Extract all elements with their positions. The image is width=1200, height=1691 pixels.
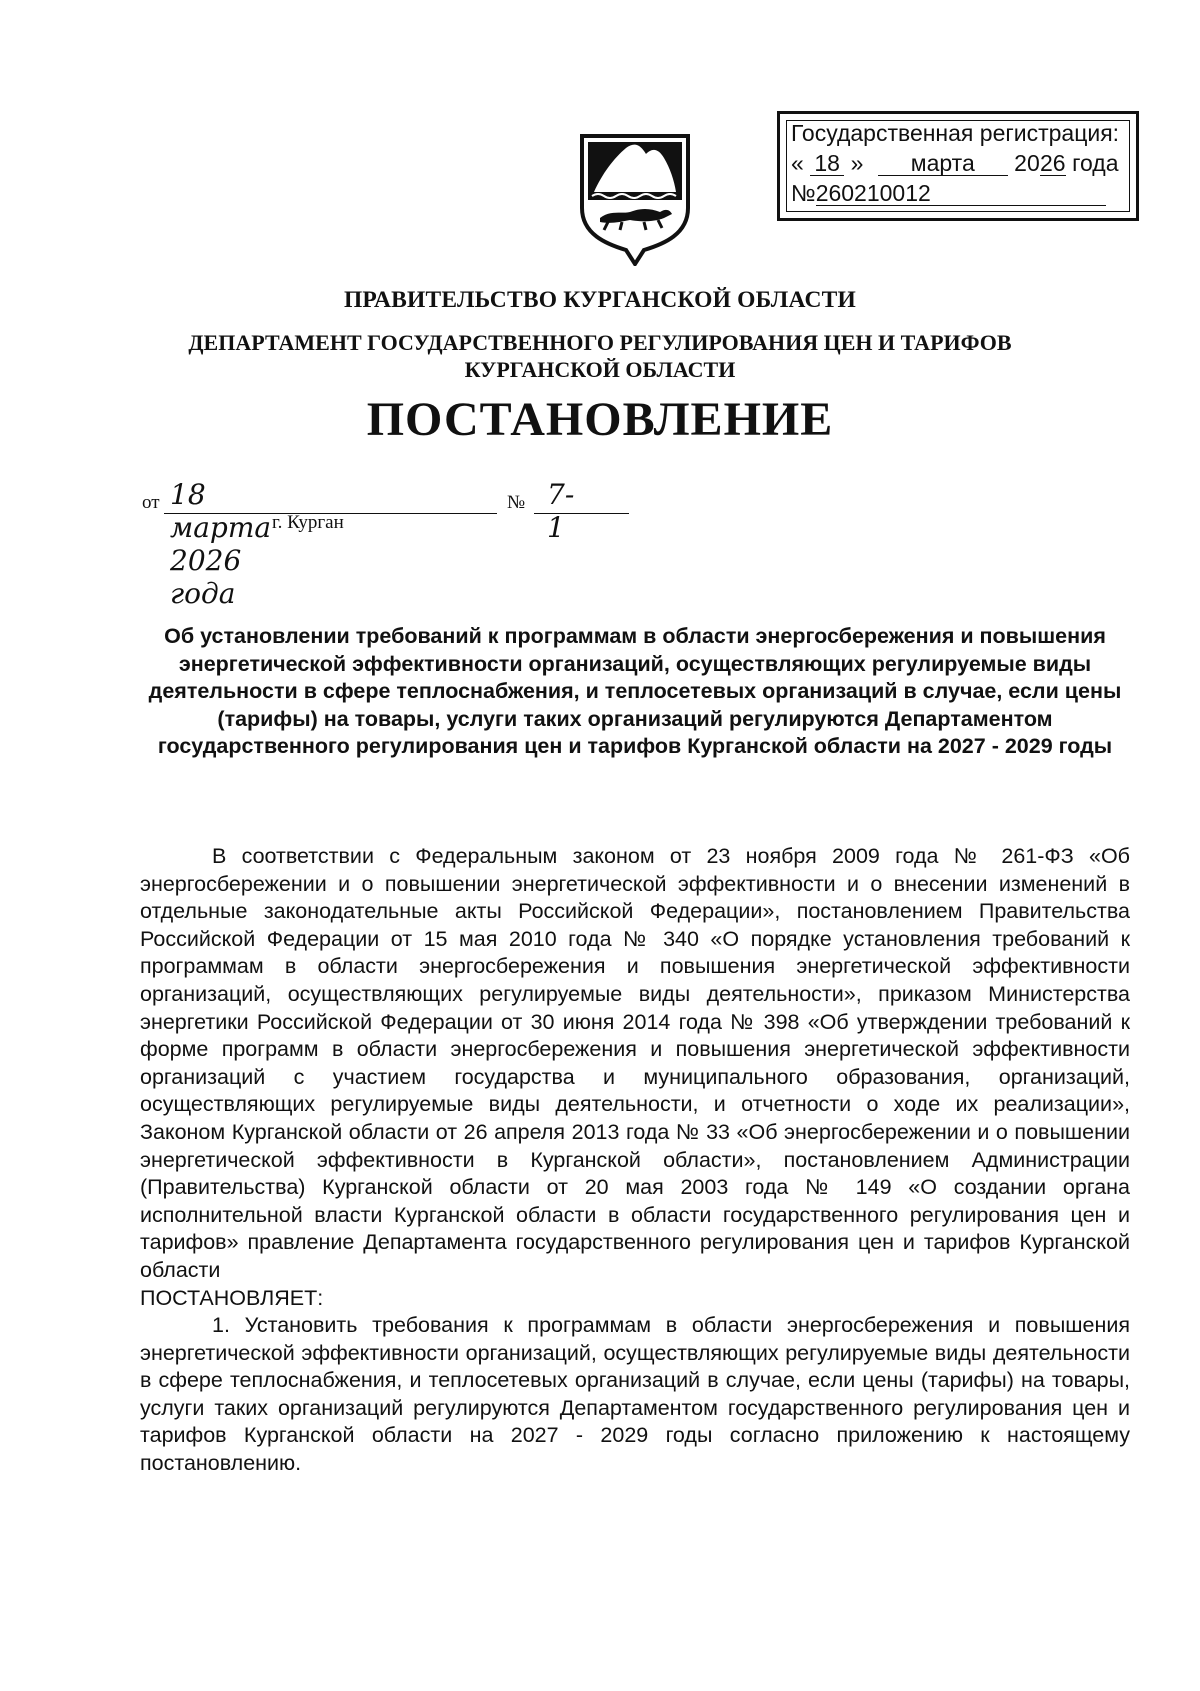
registration-day: 18 [810,151,844,176]
document-page: Государственная регистрация: « 18 » марта 2026 года №260210012 ПРАВИТЕЛЬСТВО КУРГАНСКОЙ ОБЛАСТИ ДЕПАРТАМЕНТ ГОСУДАРСТВЕННОГО РЕГУЛИРОВАНИЯ ЦЕН И ТАРИФОВ КУРГАНСКОЙ ОБЛАСТИ ПОСТАНОВЛЕНИЕ от 18 марта 2026 года № 7-1 г. Курган Об установлении требований к программам в области энергосбережения и повышения энергетической эффективности организаций, осуществляющих регулируемые виды деятельности в сфере теплоснабжения, и теплосетевых организаций в случае, если цены (тарифы) на товары, услуги таких организаций регулируются Департаментом государственного регулирования цен и тарифов Курганской области на 2027 - 2029 годы В соответствии с Федеральным законом от 23 ноября 2009 года № 261-ФЗ «Об энергосбережении и о повышении энергетической эффективности и о внесении изменений в отдельные законодательные акты Российской Федерации», постановлением Правительства Российской Федерации от 15 мая 2010 года № 340 «О порядке установления требований к программам в области энергосбережения и повышения энергетической эффективности организаций, осуществляющих регулируемые виды деятельности», приказом Министерства энергетики Российской Федерации от 30 июня 2014 года № 398 «Об утверждении требований к форме программ в области энергосбережения и повышения энергетической эффективности организаций с участием государства и муниципального образования, организаций, осуществляющих регулируемые виды деятельности, и отчетности о ходе их реализации», Законом Курганской области от 26 апреля 2013 года № 33 «Об энергосбережении и о повышении энергетической эффективности в Курганской области», постановлением Администрации (Правительства) Курганской области от 20 мая 2003 года № 149 «О создании органа исполнительной власти Курганской области в области государственного регулирования цен и тарифов» правление Департамента государственного регулирования цен и тарифов Курганской области ПОСТАНОВЛЯЕТ: 1. Установить требования к программам в области энергосбережения и повышения энергетической эффективности организаций, осуществляющих регулируемые виды деятельности в сфере теплоснабжения, и теплосетевых организаций в случае, если цены (тарифы) на товары, услуги таких организаций регулируются Департаментом государственного регулирования цен и тарифов Курганской области на 2027 - 2029 годы согласно приложению к настоящему постановлению. [0,0,1200,1691]
handwritten-number: 7-1 [547,478,575,544]
registration-title: Государственная регистрация: [791,120,1120,146]
registration-number-row: №260210012 [791,178,1126,208]
decree-body [140,843,1130,1478]
registration-stamp [777,111,1139,221]
item-1-paragraph: 1. Установить требования к программам в области энергосбережения и повышения энергетической эффективности организаций, осуществляющих регулируемые виды деятельности в сфере теплоснабжения, и теплосетевых организаций в случае, если цены (тарифы) на товары, услуги таких организаций регулируются Департаментом государственного регулирования цен и тарифов Курганской области на 2027 - 2029 годы согласно приложению к настоящему постановлению. [140,1313,1130,1476]
decree-title: Об установлении требований к программам в области энергосбережения и повышения энергетической эффективности организаций, осуществляющих регулируемые виды деятельности в сфере теплоснабжения, и теплосетевых организаций в случае, если цены (тарифы) на товары, услуги таких организаций регулируются Департаментом государственного регулирования цен и тарифов Курганской области на 2027 - 2029 годы [148,624,1122,758]
registration-number: 260210012 [816,181,1106,206]
kurgan-oblast-coat-of-arms-icon [578,130,692,266]
department-name: ДЕПАРТАМЕНТ ГОСУДАРСТВЕННОГО РЕГУЛИРОВАНИЯ ЦЕН И ТАРИФОВ КУРГАНСКОЙ ОБЛАСТИ [188,330,1012,382]
registration-year: 26 [1039,150,1066,176]
resolves-keyword: ПОСТАНОВЛЯЕТ: [140,1285,324,1310]
registration-date: « 18 » марта 2026 года [791,150,1119,176]
government-name: ПРАВИТЕЛЬСТВО КУРГАНСКОЙ ОБЛАСТИ [343,287,857,313]
city-name: г. Курган [272,512,344,533]
registration-month: марта [878,151,1008,176]
handwritten-date: 18 марта 2026 года [170,478,272,610]
preamble-paragraph: В соответствии с Федеральным законом от 23 ноября 2009 года № 261-ФЗ «Об энергосбережении и о повышении энергетической эффективности и о внесении изменений в отдельные законодательные акты Российской Федерации», постановлением Правительства Российской Федерации от 15 мая 2010 года № 340 «О порядке установления требований к программам в области энергосбережения и повышения энергетической эффективности организаций, осуществляющих регулируемые виды деятельности», приказом Министерства энергетики Российской Федерации от 30 июня 2014 года № 398 «Об утверждении требований к форме программ в области энергосбережения и повышения энергетической эффективности организаций с участием государства и муниципального образования, организаций, осуществляющих регулируемые виды деятельности, и отчетности о ходе их реализации», Законом Курганской области от 26 апреля 2013 года № 33 «Об энергосбережении и о повышении энергетической эффективности в Курганской области», постановлением Администрации (Правительства) Курганской области от 20 мая 2003 года № 149 «О создании органа исполнительной власти Курганской области в области государственного регулирования цен и тарифов» правление Департамента государственного регулирования цен и тарифов Курганской области [140,844,1130,1282]
document-type-heading: ПОСТАНОВЛЕНИЕ [366,393,834,446]
